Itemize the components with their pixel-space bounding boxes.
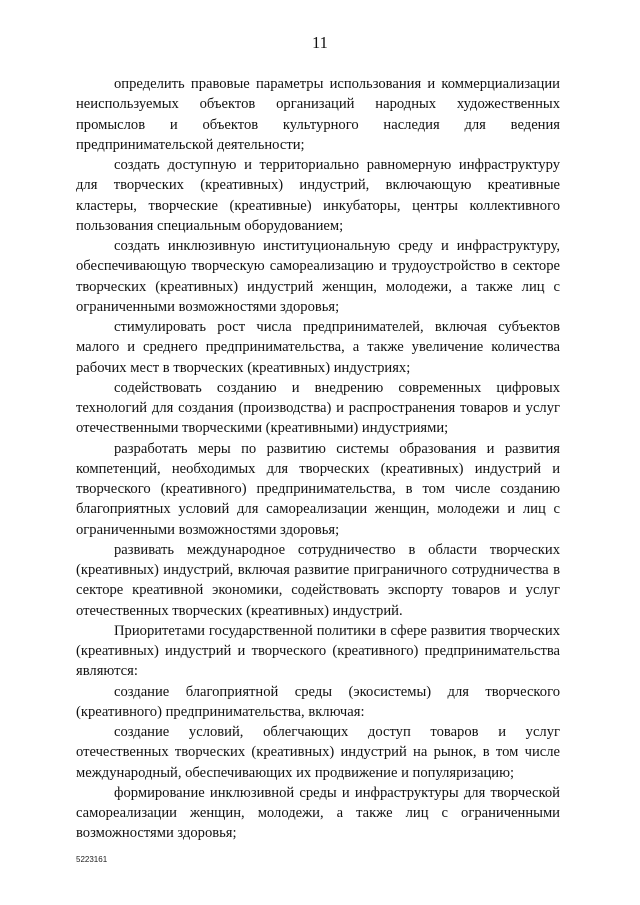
paragraph: содействовать созданию и внедрению современных цифровых технологий для создания (производства) и распространения товаров и услуг отечественными творческими (креативными) индустриями;: [76, 379, 560, 437]
paragraph: создать инклюзивную институциональную среду и инфраструктуру, обеспечивающую творческую самореализацию и трудоустройство в секторе творческих (креативных) индустрий женщин, молодежи, а также лиц с ограниченными возможностями здоровья;: [76, 238, 560, 315]
page-number: 11: [312, 33, 328, 52]
paragraph: создание условий, облегчающих доступ товаров и услуг отечественных творческих (креативных) индустрий на рынок, в том числе международный, обеспечивающих их продвижение и популяризацию;: [76, 724, 560, 781]
paragraph: Приоритетами государственной политики в сфере развития творческих (креативных) индустрий и творческого (креативного) предпринимательства являются:: [76, 622, 560, 680]
paragraph: создание благоприятной среды (экосистемы) для творческого (креативного) предпринимательства, включая:: [76, 683, 560, 720]
paragraph: формирование инклюзивной среды и инфраструктуры для творческой самореализации женщин, молодежи, а также лиц с ограниченными возможностями здоровья;: [76, 784, 560, 842]
paragraph: стимулировать рост числа предпринимателей, включая субъектов малого и среднего предпринимательства, а также увеличение количества рабочих мест в творческих (креативных) индустриях;: [76, 319, 560, 376]
paragraph: разработать меры по развитию системы образования и развития компетенций, необходимых для творческих (креативных) индустрий и творческого (креативного) предпринимательства, в том числе созданию благоприятных условий для самореализации женщин, молодежи и лиц с ограниченными возможностями здоровья;: [76, 440, 560, 538]
paragraph: создать доступную и территориально равномерную инфраструктуру для творческих (креативных) индустрий, включающую креативные кластеры, творческие (креативные) инкубаторы, центры коллективного пользования специальным оборудованием;: [76, 157, 560, 234]
paragraph: определить правовые параметры использования и коммерциализации неиспользуемых объектов организаций народных художественных промыслов и объектов культурного наследия для ведения предпринимательской деятельности;: [76, 76, 560, 153]
paragraph: развивать международное сотрудничество в области творческих (креативных) индустрий, включая развитие приграничного сотрудничества в секторе креативной экономики, содействовать экспорту товаров и услуг отечественных творческих (креативных) индустрий.: [76, 541, 560, 619]
document-id: 5223161: [76, 855, 108, 864]
document-body: [76, 74, 560, 844]
